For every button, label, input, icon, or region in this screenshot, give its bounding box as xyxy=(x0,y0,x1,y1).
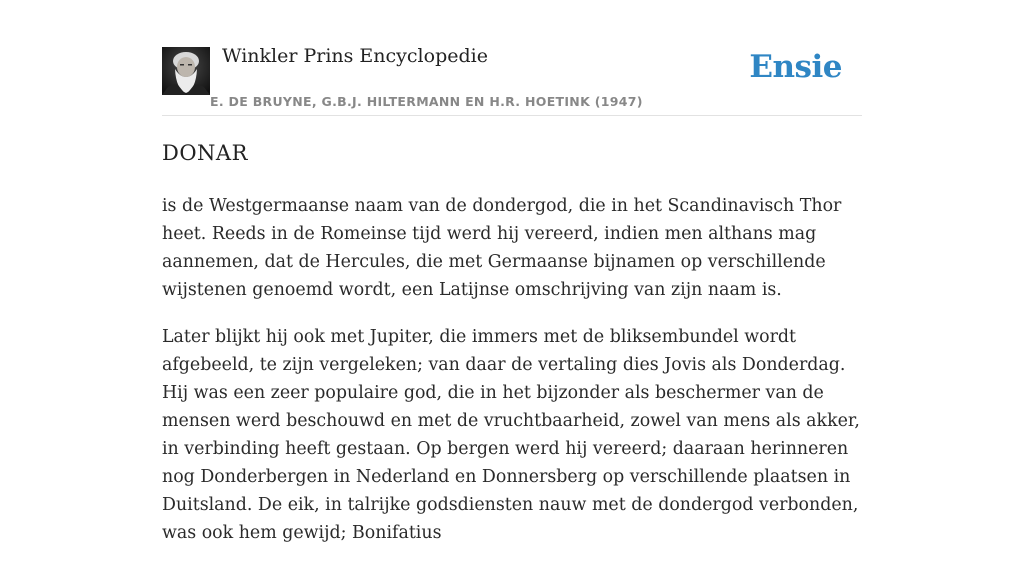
publication-header xyxy=(162,45,862,115)
ensie-logo[interactable]: Ensie xyxy=(749,49,842,85)
entry-paragraph: Later blijkt hij ook met Jupiter, die immers met de bliksembundel wordt afgebeeld, te zijn vergeleken; van daar de vertaling dies Jovis als Donderdag. Hij was een zeer populaire god, die in het bijzonder als beschermer van de mensen werd beschouwd en met de vruchtbaarheid, zowel van mens als akker, in verbinding heeft gestaan. Op bergen werd hij vereerd; daaraan herinneren nog Donderbergen in Nederland en Donnersberg op verschillende plaatsen in Duitsland. De eik, in talrijke godsdiensten nauw met de dondergod verbonden, was ook hem gewijd; Bonifatius xyxy=(162,327,860,543)
entry-paragraph: is de Westgermaanse naam van de dondergod, die in het Scandinavisch Thor heet. Reeds in de Romeinse tijd werd hij vereerd, indien men althans mag aannemen, dat de Hercules, die met Germaanse bijnamen op verschillende wijstenen genoemd wordt, een Latijnse omschrijving van zijn naam is. xyxy=(162,196,842,300)
header-divider xyxy=(162,115,862,116)
entry-title: DONAR xyxy=(162,141,248,165)
publication-title[interactable]: Winkler Prins Encyclopedie xyxy=(222,45,488,67)
portrait-icon xyxy=(162,47,210,95)
author-avatar[interactable] xyxy=(162,47,210,95)
entry-body xyxy=(162,192,867,566)
publication-authors: E. DE BRUYNE, G.B.J. HILTERMANN EN H.R. HOETINK (1947) xyxy=(210,94,643,109)
